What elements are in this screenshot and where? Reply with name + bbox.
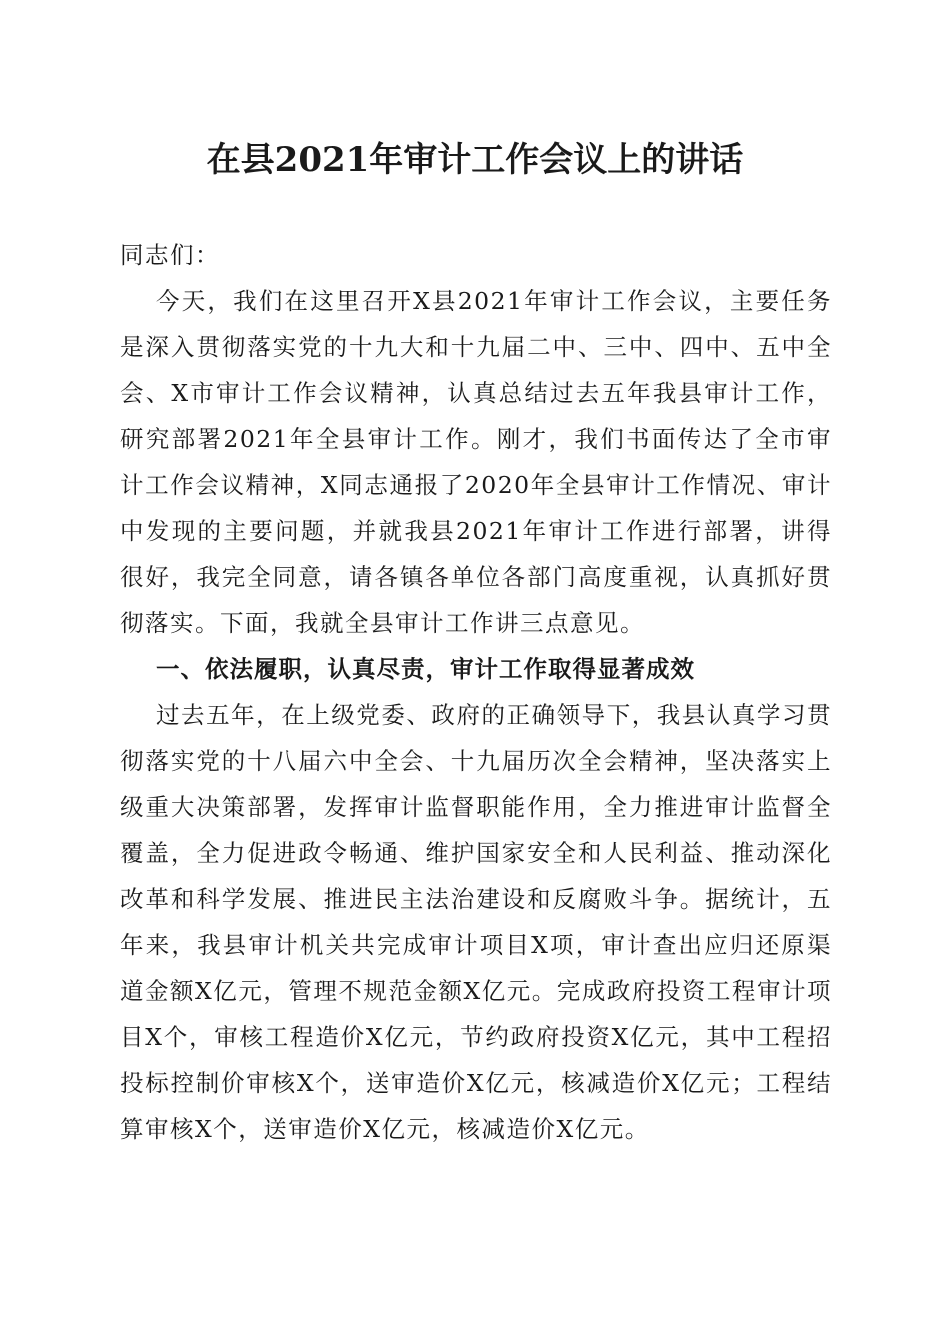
section-1-paragraph: 过去五年，在上级党委、政府的正确领导下，我县认真学习贯彻落实党的十八届六中全会、十九届历次全会精神，坚决落实上级重大决策部署，发挥审计监督职能作用，全力推进审计监督全覆盖，全力促进政令畅通、维护国家安全和人民利益、推动深化改革和科学发展、推进民主法治建设和反腐败斗争。据统计，五年来，我县审计机关共完成审计项目X项，审计查出应归还原渠道金额X亿元，管理不规范金额X亿元。完成政府投资工程审计项目X个，审核工程造价X亿元，节约政府投资X亿元，其中工程招投标控制价审核X个，送审造价X亿元，核减造价X亿元；工程结算审核X个，送审造价X亿元，核减造价X亿元。 xyxy=(120,701,832,1143)
document-title: 在县2021年审计工作会议上的讲话 xyxy=(206,140,744,180)
document-body xyxy=(120,232,832,1152)
section-heading-1: 一、依法履职，认真尽责，审计工作取得显著成效 xyxy=(156,655,695,683)
salutation: 同志们： xyxy=(120,241,220,269)
opening-paragraph: 今天，我们在这里召开X县2021年审计工作会议，主要任务是深入贯彻落实党的十九大和十九届二中、三中、四中、五中全会、X市审计工作会议精神，认真总结过去五年我县审计工作，研究部署2021年全县审计工作。刚才，我们书面传达了全市审计工作会议精神，X同志通报了2020年全县审计工作情况、审计中发现的主要问题，并就我县2021年审计工作进行部署，讲得很好，我完全同意，请各镇各单位各部门高度重视，认真抓好贯彻落实。下面，我就全县审计工作讲三点意见。 xyxy=(120,287,832,637)
